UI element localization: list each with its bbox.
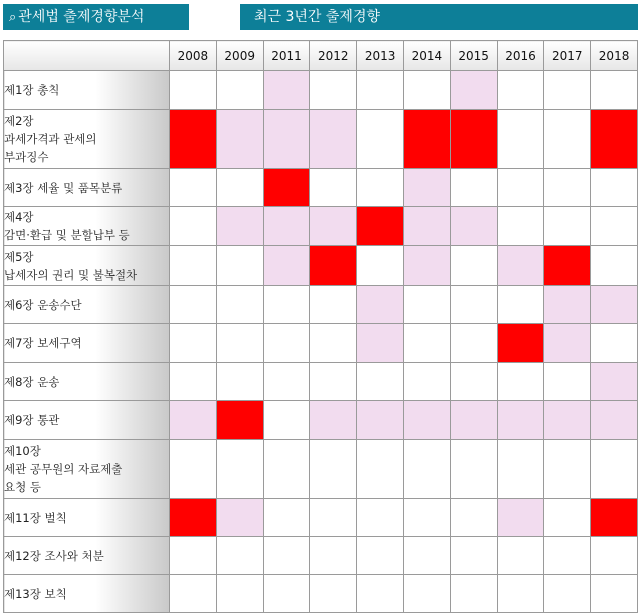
frequency-cell-low — [497, 499, 544, 537]
right-title: 최근 3년간 출제경향 — [254, 9, 380, 25]
frequency-cell-empty — [310, 440, 357, 499]
frequency-cell-low — [216, 110, 263, 169]
frequency-cell-low — [357, 324, 404, 363]
frequency-cell-empty — [170, 575, 217, 613]
frequency-cell-high — [591, 110, 638, 169]
frequency-cell-empty — [357, 110, 404, 169]
frequency-cell-empty — [263, 537, 310, 575]
frequency-cell-low — [263, 246, 310, 286]
frequency-cell-low — [544, 324, 591, 363]
frequency-cell-empty — [310, 169, 357, 207]
frequency-cell-empty — [216, 440, 263, 499]
frequency-cell-empty — [403, 537, 450, 575]
chapter-label-line: 제13장 보칙 — [4, 586, 67, 601]
chapter-label-line: 제12장 조사와 처분 — [4, 548, 104, 563]
frequency-cell-empty — [497, 169, 544, 207]
frequency-cell-empty — [170, 324, 217, 363]
frequency-cell-empty — [216, 246, 263, 286]
frequency-cell-empty — [544, 537, 591, 575]
frequency-cell-empty — [263, 286, 310, 324]
frequency-cell-empty — [310, 363, 357, 401]
chapter-row — [4, 286, 638, 324]
chapter-label — [4, 363, 170, 401]
chapter-label-line: 제1장 총칙 — [4, 83, 60, 97]
frequency-cell-low — [450, 207, 497, 246]
frequency-cell-empty — [403, 440, 450, 499]
search-icon: ⌕ — [9, 10, 17, 25]
frequency-cell-empty — [591, 324, 638, 363]
frequency-cell-empty — [263, 440, 310, 499]
frequency-cell-empty — [403, 71, 450, 110]
frequency-cell-empty — [357, 71, 404, 110]
chapter-row — [4, 363, 638, 401]
frequency-cell-empty — [357, 575, 404, 613]
frequency-cell-empty — [497, 71, 544, 110]
frequency-cell-empty — [216, 71, 263, 110]
frequency-cell-empty — [357, 537, 404, 575]
frequency-cell-empty — [263, 401, 310, 440]
year-header: 2015 — [450, 41, 497, 71]
frequency-cell-high — [403, 110, 450, 169]
frequency-cell-empty — [310, 575, 357, 613]
frequency-cell-high — [357, 207, 404, 246]
frequency-cell-empty — [170, 440, 217, 499]
frequency-cell-low — [403, 207, 450, 246]
frequency-cell-empty — [544, 169, 591, 207]
frequency-cell-empty — [310, 71, 357, 110]
chapter-row — [4, 499, 638, 537]
frequency-cell-empty — [450, 324, 497, 363]
frequency-cell-empty — [357, 499, 404, 537]
chapter-label-line: 제7장 보세구역 — [4, 336, 82, 350]
year-header: 2017 — [544, 41, 591, 71]
right-title-box — [240, 4, 638, 30]
chapter-label-line: 과세가격과 관세의 — [4, 132, 97, 146]
chapter-label-line: 납세자의 권리 및 불복절차 — [4, 267, 138, 282]
frequency-cell-empty — [357, 440, 404, 499]
chapter-row — [4, 537, 638, 575]
frequency-cell-low — [310, 110, 357, 169]
frequency-cell-empty — [263, 499, 310, 537]
frequency-cell-empty — [497, 575, 544, 613]
frequency-cell-low — [497, 246, 544, 286]
frequency-cell-low — [263, 71, 310, 110]
frequency-cell-empty — [497, 440, 544, 499]
frequency-cell-empty — [450, 537, 497, 575]
frequency-cell-high — [170, 499, 217, 537]
frequency-cell-low — [591, 363, 638, 401]
frequency-cell-low — [591, 401, 638, 440]
chapter-label-line: 제6장 운송수단 — [4, 297, 82, 312]
frequency-cell-empty — [216, 324, 263, 363]
frequency-cell-empty — [403, 324, 450, 363]
year-header: 2013 — [357, 41, 404, 71]
frequency-cell-high — [450, 110, 497, 169]
chapter-label — [4, 499, 170, 537]
frequency-cell-empty — [170, 537, 217, 575]
chapter-label-line: 감면·환급 및 분할납부 등 — [4, 228, 130, 242]
chapter-label — [4, 246, 170, 286]
frequency-cell-empty — [497, 207, 544, 246]
frequency-cell-low — [263, 207, 310, 246]
chapter-label-line: 제10장 — [4, 444, 41, 458]
header-corner — [4, 41, 170, 71]
frequency-cell-empty — [544, 110, 591, 169]
frequency-cell-empty — [310, 286, 357, 324]
frequency-cell-low — [403, 246, 450, 286]
chapter-row — [4, 169, 638, 207]
frequency-cell-low — [403, 401, 450, 440]
frequency-cell-empty — [450, 499, 497, 537]
chapter-row — [4, 575, 638, 613]
frequency-cell-empty — [497, 363, 544, 401]
frequency-cell-low — [170, 401, 217, 440]
frequency-cell-empty — [357, 246, 404, 286]
chapter-label — [4, 169, 170, 207]
frequency-cell-empty — [544, 575, 591, 613]
frequency-cell-empty — [403, 286, 450, 324]
frequency-cell-empty — [310, 324, 357, 363]
chapter-row — [4, 110, 638, 169]
frequency-cell-high — [170, 110, 217, 169]
frequency-cell-empty — [450, 286, 497, 324]
frequency-cell-low — [216, 207, 263, 246]
year-header: 2011 — [263, 41, 310, 71]
frequency-cell-empty — [403, 499, 450, 537]
chapter-label-line: 제9장 통관 — [4, 413, 60, 427]
frequency-cell-empty — [170, 71, 217, 110]
header-bar — [0, 4, 640, 30]
chapter-label — [4, 537, 170, 575]
chapter-row — [4, 401, 638, 440]
chapter-label — [4, 110, 170, 169]
chapter-label-line: 제2장 — [4, 114, 34, 128]
frequency-cell-empty — [403, 575, 450, 613]
chapter-label — [4, 440, 170, 499]
chapter-label — [4, 207, 170, 246]
frequency-cell-empty — [544, 499, 591, 537]
year-header: 2008 — [170, 41, 217, 71]
frequency-cell-empty — [263, 363, 310, 401]
frequency-cell-low — [357, 401, 404, 440]
frequency-cell-low — [357, 286, 404, 324]
frequency-cell-high — [310, 246, 357, 286]
frequency-cell-empty — [450, 169, 497, 207]
year-header: 2012 — [310, 41, 357, 71]
frequency-cell-empty — [263, 324, 310, 363]
frequency-cell-empty — [450, 363, 497, 401]
frequency-cell-empty — [216, 286, 263, 324]
chapter-label-line: 요청 등 — [4, 480, 41, 494]
chapter-row — [4, 440, 638, 499]
frequency-cell-low — [450, 71, 497, 110]
year-header: 2014 — [403, 41, 450, 71]
frequency-cell-empty — [216, 575, 263, 613]
frequency-cell-low — [544, 286, 591, 324]
frequency-cell-empty — [497, 537, 544, 575]
frequency-cell-low — [403, 169, 450, 207]
frequency-cell-low — [497, 401, 544, 440]
frequency-cell-low — [216, 499, 263, 537]
frequency-cell-empty — [170, 207, 217, 246]
frequency-cell-empty — [544, 363, 591, 401]
frequency-cell-low — [310, 207, 357, 246]
chapter-label-line: 제3장 세율 및 품목분류 — [4, 180, 123, 195]
frequency-cell-empty — [170, 169, 217, 207]
frequency-cell-empty — [216, 169, 263, 207]
frequency-cell-empty — [450, 575, 497, 613]
frequency-cell-empty — [591, 575, 638, 613]
chapter-label-line: 제5장 — [4, 249, 34, 264]
frequency-cell-high — [263, 169, 310, 207]
year-header: 2016 — [497, 41, 544, 71]
frequency-cell-empty — [310, 499, 357, 537]
frequency-cell-empty — [591, 537, 638, 575]
frequency-cell-empty — [497, 286, 544, 324]
frequency-cell-empty — [357, 169, 404, 207]
chapter-row — [4, 324, 638, 363]
chapter-row — [4, 246, 638, 286]
left-title-box — [3, 4, 189, 30]
frequency-cell-empty — [544, 207, 591, 246]
chapter-label-line: 제11장 벌칙 — [4, 510, 67, 525]
frequency-cell-empty — [591, 71, 638, 110]
frequency-cell-empty — [450, 246, 497, 286]
frequency-cell-empty — [170, 286, 217, 324]
frequency-cell-low — [310, 401, 357, 440]
chapter-label-line: 제4장 — [4, 210, 34, 224]
frequency-cell-empty — [216, 363, 263, 401]
frequency-cell-empty — [170, 246, 217, 286]
frequency-cell-high — [591, 499, 638, 537]
frequency-cell-low — [450, 401, 497, 440]
frequency-cell-low — [263, 110, 310, 169]
frequency-cell-empty — [403, 363, 450, 401]
chapter-label — [4, 286, 170, 324]
frequency-cell-empty — [170, 363, 217, 401]
year-header-row — [4, 41, 638, 71]
frequency-cell-empty — [263, 575, 310, 613]
chapter-label — [4, 575, 170, 613]
chapter-row — [4, 71, 638, 110]
frequency-cell-empty — [544, 71, 591, 110]
frequency-cell-empty — [591, 207, 638, 246]
frequency-cell-empty — [544, 440, 591, 499]
exam-trend-table — [3, 40, 638, 613]
frequency-cell-empty — [357, 363, 404, 401]
year-header: 2009 — [216, 41, 263, 71]
chapter-label-line: 세관 공무원의 자료제출 — [4, 462, 123, 476]
frequency-cell-empty — [497, 110, 544, 169]
chapter-label-line: 부과징수 — [4, 150, 49, 164]
frequency-cell-empty — [216, 537, 263, 575]
chapter-label — [4, 324, 170, 363]
frequency-cell-high — [544, 246, 591, 286]
frequency-cell-low — [544, 401, 591, 440]
frequency-cell-low — [591, 286, 638, 324]
year-header: 2018 — [591, 41, 638, 71]
frequency-cell-high — [497, 324, 544, 363]
chapter-row — [4, 207, 638, 246]
chapter-label-line: 제8장 운송 — [4, 374, 60, 389]
frequency-cell-empty — [450, 440, 497, 499]
frequency-cell-empty — [591, 169, 638, 207]
frequency-cell-high — [216, 401, 263, 440]
chapter-label — [4, 71, 170, 110]
chapter-label — [4, 401, 170, 440]
frequency-cell-empty — [591, 246, 638, 286]
left-title: 관세법 출제경향분석 — [18, 9, 145, 25]
frequency-cell-empty — [591, 440, 638, 499]
frequency-cell-empty — [310, 537, 357, 575]
